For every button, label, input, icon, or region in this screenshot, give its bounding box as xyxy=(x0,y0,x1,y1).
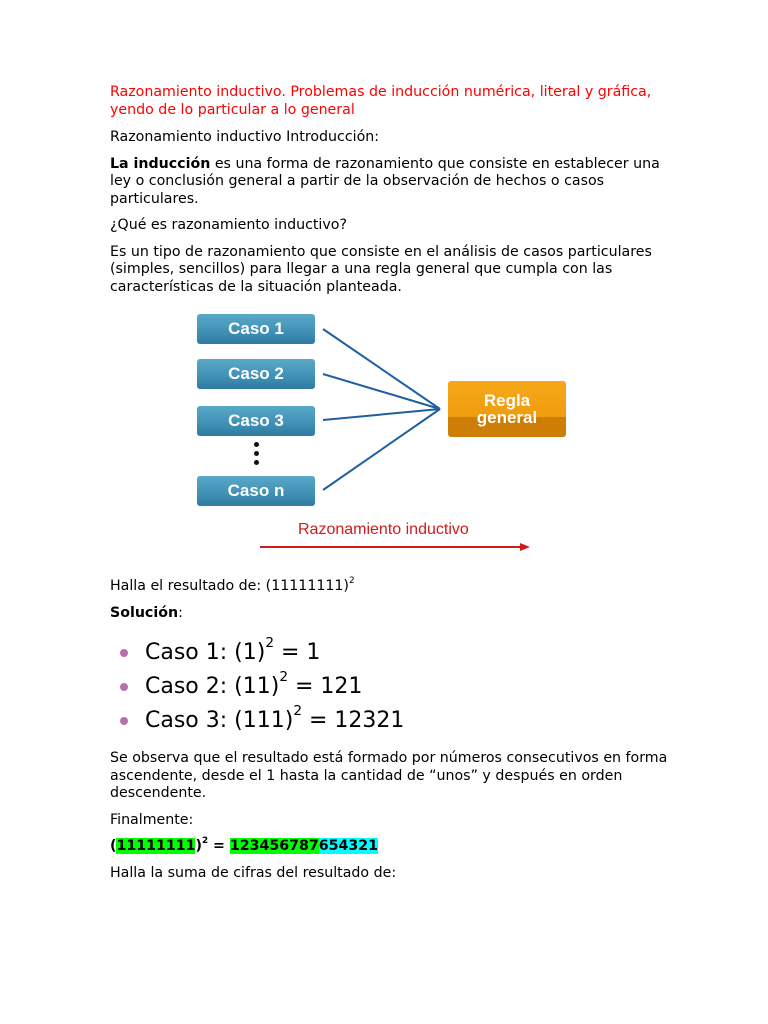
bullet-icon xyxy=(120,717,128,725)
induction-paragraph xyxy=(110,156,670,209)
connector-line-2 xyxy=(323,374,440,409)
arrow-head xyxy=(520,543,530,551)
intro-heading: Razonamiento inductivo Introducción: xyxy=(110,129,380,145)
result-ascending: 123456787 xyxy=(229,838,319,854)
problem-1 xyxy=(110,575,670,596)
case-result: = 121 xyxy=(288,674,363,699)
arrow-label: Razonamiento inductivo xyxy=(298,521,469,538)
document-title: Razonamiento inductivo. Problemas de inducción numérica, literal y gráfica, yendo de lo particular a lo general xyxy=(110,84,652,118)
observation-paragraph: Se observa que el resultado está formado por números consecutivos en forma ascendente, desde el 1 hasta la cantidad de “unos” y después en orden descendente. xyxy=(110,750,668,801)
case-item-3 xyxy=(110,704,670,738)
rule-line-2: general xyxy=(476,408,538,427)
final-exponent: 2 xyxy=(201,835,209,846)
connector-line-3 xyxy=(323,409,440,420)
case-box-3: Caso 3 xyxy=(197,406,315,436)
case-item-1 xyxy=(110,636,670,670)
case-box-1: Caso 1 xyxy=(197,314,315,344)
bullet-icon xyxy=(120,649,128,657)
case-result: = 1 xyxy=(274,640,321,665)
induction-term: La inducción xyxy=(110,155,211,172)
case-result: = 12321 xyxy=(302,708,405,733)
rule-line-1: Regla xyxy=(483,391,531,410)
cases-list xyxy=(110,636,670,738)
solution-heading xyxy=(110,605,670,623)
paren-close: ) xyxy=(195,838,202,854)
ellipsis-dot xyxy=(254,442,259,447)
solution-colon: : xyxy=(178,604,183,621)
case-exponent: 2 xyxy=(279,669,288,686)
ellipsis-dot xyxy=(254,460,259,465)
document-page xyxy=(110,84,670,891)
case-box-n: Caso n xyxy=(197,476,315,506)
case-box-2: Caso 2 xyxy=(197,359,315,389)
induction-definition: es una forma de razonamiento que consiste en establecer una ley o conclusión general a partir de la observación de hechos o casos particulares. xyxy=(110,155,660,207)
ellipsis-dot xyxy=(254,451,259,456)
connector-line-1 xyxy=(323,329,440,409)
problem-1-exponent: 2 xyxy=(348,575,355,586)
case-exponent: 2 xyxy=(265,635,274,652)
finally-label: Finalmente: xyxy=(110,811,194,828)
ones-number: 11111111 xyxy=(116,838,196,854)
case-label: Caso 2: (11) xyxy=(145,674,280,699)
answer-paragraph: Es un tipo de razonamiento que consiste en el análisis de casos particulares (simples, sencillos) para llegar a una regla general que cumpla con las características de la situación planteada. xyxy=(110,243,652,295)
rule-box xyxy=(448,381,566,437)
case-item-2 xyxy=(110,670,670,704)
result-descending: 654321 xyxy=(318,838,378,854)
bullet-icon xyxy=(120,683,128,691)
induction-diagram xyxy=(110,308,670,568)
case-label: Caso 3: (111) xyxy=(145,708,294,733)
solution-label: Solución xyxy=(110,604,179,621)
case-label: Caso 1: (1) xyxy=(145,640,266,665)
final-equation xyxy=(110,835,670,856)
equals-sign: = xyxy=(208,838,230,854)
problem-1-text: Halla el resultado de: (11111111) xyxy=(110,578,349,594)
connector-line-n xyxy=(323,409,440,490)
case-exponent: 2 xyxy=(293,703,302,720)
problem-2: Halla la suma de cifras del resultado de: xyxy=(110,864,397,881)
question-text: ¿Qué es razonamiento inductivo? xyxy=(110,217,347,233)
paren-open: ( xyxy=(110,838,117,854)
